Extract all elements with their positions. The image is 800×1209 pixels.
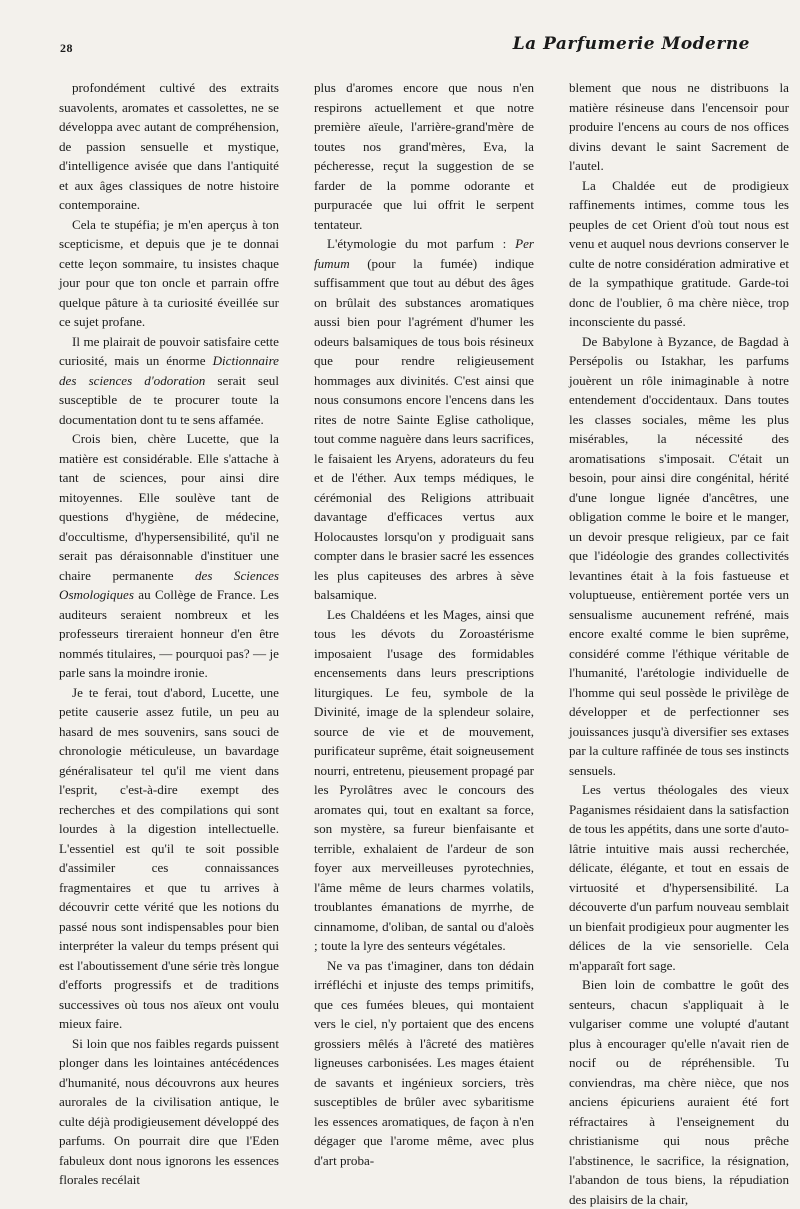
text-column-2: [314, 78, 534, 1168]
paragraph: De Babylone à Byzance, de Bagdad à Persépolis ou Istakhar, les parfums jouèrent un rôle inimaginable à notre entendement d'occidentaux. Dans toutes les classes sociales, même les plus misérables, la nécessité des aromatisations s'imposait. C'était un besoin, pour ainsi dire congénital, hérité d'une longue lignée d'ancêtres, une obligation comme le boire et le manger, un devoir presque religieux, par ce fait que l'idéologie des grandes collectivités levantines était à la fois fastueuse et voluptueuse, entièrement portée vers un sensualisme aucunement refréné, mais encore exalté comme le bien suprême, considéré comme l'éthique véritable de l'humanité, l'arétologie individuelle de l'homme qui seul possède le privilège de développer et de perfectionner ses jouissances jusqu'à diversifier ses extases par la culture raffinée de tous ses instincts sensuels.: [569, 333, 789, 778]
running-title: La Parfumerie Moderne: [512, 34, 750, 54]
italic-title: Dictionnaire des sciences d'odoration: [59, 353, 279, 388]
italic-title: des Sciences Osmologiques: [59, 567, 279, 602]
paragraph: La Chaldée eut de prodigieux raffinements intimes, comme tous les peuples de cet Orient d'où tout nous est venu et auquel nous devrions conserver le culte de notre considération admirative et de la sympathique gratitude. Garde-toi donc de l'oublier, ô ma chère nièce, trop inconsciente du passé.: [569, 177, 789, 329]
paragraph: Ne va pas t'imaginer, dans ton dédain irréfléchi et injuste des temps primitifs, que ces fumées bleues, qui montaient vers le ciel, n'y portaient que des encens grossiers mêlés à l'âcreté des matières ligneuses carbonisées. Les mages étaient de savants et ingénieux sorciers, très susceptibles de brûler avec sybaritisme les essences aromatiques, de façon à n'en dégager que l'arome même, avec plus d'art proba-: [314, 957, 534, 1168]
paragraph: Je te ferai, tout d'abord, Lucette, une petite causerie assez futile, un peu au hasard de mes souvenirs, sans souci de chronologie méticuleuse, un bavardage généralisateur tel qu'il me vient dans l'esprit, c'est-à-dire exempt des recherches et des compilations qui sont lourdes à la digestion intellectuelle. L'essentiel est qu'il te soit possible d'assimiler ces connaissances fragmentaires et que tu arrives à découvrir cette vérité que les notions du passé nous sont indispensables pour bien interpréter la valeur du temps présent qui est l'aboutissement d'une série très longue d'efforts progressifs et de traditions successives où tous nos aïeux ont voulu mieux faire.: [59, 684, 279, 1031]
paragraph: L'étymologie du mot parfum : Per fumum (pour la fumée) indique suffisamment que tout au début des âges on brûlait des substances aromatiques aussi bien pour l'agrément d'humer les odeurs balsamiques de tous bois résineux que pour rendre religieusement hommages aux divinités. C'est ainsi que nous consumons encore l'encens dans les rites de notre Sainte Eglise catholique, tout comme naguère dans leurs sacrifices, le faisaient les Aryens, adorateurs du feu et de l'éther. Aux temps médiques, le cérémonial des Religions attribuait davantage d'efficaces vertus aux Holocaustes lorsqu'on y prodiguait sans compter dans le brasier sacré les essences les plus capiteuses des arbres à sève balsamique.: [314, 236, 534, 602]
paragraph: Crois bien, chère Lucette, que la matière est considérable. Elle s'attache à tant de sciences, pour ainsi dire mitoyennes. Elle soulève tant de questions d'hygiène, de médecine, d'occultisme, d'hypersensibilité, qu'il ne serait pas déraisonnable d'instituer une chaire permanente des Sciences Osmologiques au Collège de France. Les auditeurs seraient nombreux et les professeurs tireraient honneur d'en être nommés titulaires, — pourquoi pas? — je parle sans la moindre ironie.: [59, 431, 279, 680]
paragraph: Cela te stupéfia; je m'en aperçus à ton scepticisme, et depuis que je te donnai cette leçon sommaire, tu insistes chaque jour pour que ton oncle et parrain offre quelque pâture à ta curiosité éveillée sur ce sujet profane.: [59, 216, 279, 329]
paragraph: Les Chaldéens et les Mages, ainsi que tous les dévots du Zoroastérisme imposaient l'usage des formidables encensements dans leurs prescriptions liturgiques. Le feu, symbole de la Divinité, image de la splendeur solaire, source de vie et de mouvement, purificateur suprême, était soigneusement nourri, entretenu, pieusement propagé par les Pyrolâtres avec le concours des aromates qui, tout en exaltant sa force, son mystère, sa fureur bienfaisante et terrible, exhalaient de l'ardeur de son foyer aux merveilleuses pyrotechnies, l'âme même de leurs charmes volatils, troublantes émanations de myrrhe, de cinnamome, d'oliban, de santal ou d'aloès ; toute la lyre des senteurs végétales.: [314, 606, 534, 953]
italic-title: Per fumum: [314, 236, 534, 271]
paragraph: Si loin que nos faibles regards puissent plonger dans les lointaines antécédences d'humanité, nous découvrons aux heures aurorales de la civilisation antique, le culte déjà prodigieusement développé des parfums. On pourrait dire que l'Eden fabuleux dont nous ignorons les essences florales recélait: [59, 1035, 279, 1187]
paragraph: Les vertus théologales des vieux Paganismes résidaient dans la satisfaction de tous les appétits, dans une sorte d'auto-lâtrie intuitive mais aussi recherchée, délicate, élégante, et tout en essais de virtuosité et d'hypersensibilité. La découverte d'un parfum nouveau semblait un bienfait prodigieux pour augmenter les délices de la vie sensorielle. Cela m'apparaît fort sage.: [569, 782, 789, 973]
paragraph: Il me plairait de pouvoir satisfaire cette curiosité, mais un énorme Dictionnaire des sciences d'odoration serait seul susceptible de te procurer toute la documentation dont tu te sens affamée.: [59, 333, 279, 427]
paragraph: profondément cultivé des extraits suavolents, aromates et cassolettes, ne se développa avec autant de compréhension, de passion sensuelle et mystique, d'intelligence avisée que dans l'antiquité et aux âges classiques de notre histoire contemporaine.: [59, 80, 279, 212]
paragraph: blement que nous ne distribuons la matière résineuse dans l'encensoir pour produire l'encens au cours de nos offices divins devant le saint Sacrement de l'autel.: [569, 80, 789, 173]
paragraph: Bien loin de combattre le goût des senteurs, chacun s'appliquait à le vulgariser comme une volupté d'autant plus à encourager qu'elle n'avait rien de nocif ou de répréhensible. Tu conviendras, ma chère nièce, que nos anciens épicuriens auraient été fort réfractaires à l'enseignement du christianisme qui nous prêche l'abstinence, le sacrifice, la résignation, l'abandon de tous biens, la répudiation des plaisirs de la chair,: [569, 977, 789, 1207]
text-column-1: [59, 78, 279, 1187]
page-number: 28: [60, 41, 73, 55]
text-column-3: [569, 78, 789, 1207]
paragraph: plus d'aromes encore que nous n'en respirons actuellement et que notre première aïeule, l'arrière-grand'mère de toutes nos grand'mères, Eva, la pécheresse, reçut la suggestion de se farder de la pomme odorante et purpuracée que lui offrit le serpent tentateur.: [314, 80, 534, 232]
